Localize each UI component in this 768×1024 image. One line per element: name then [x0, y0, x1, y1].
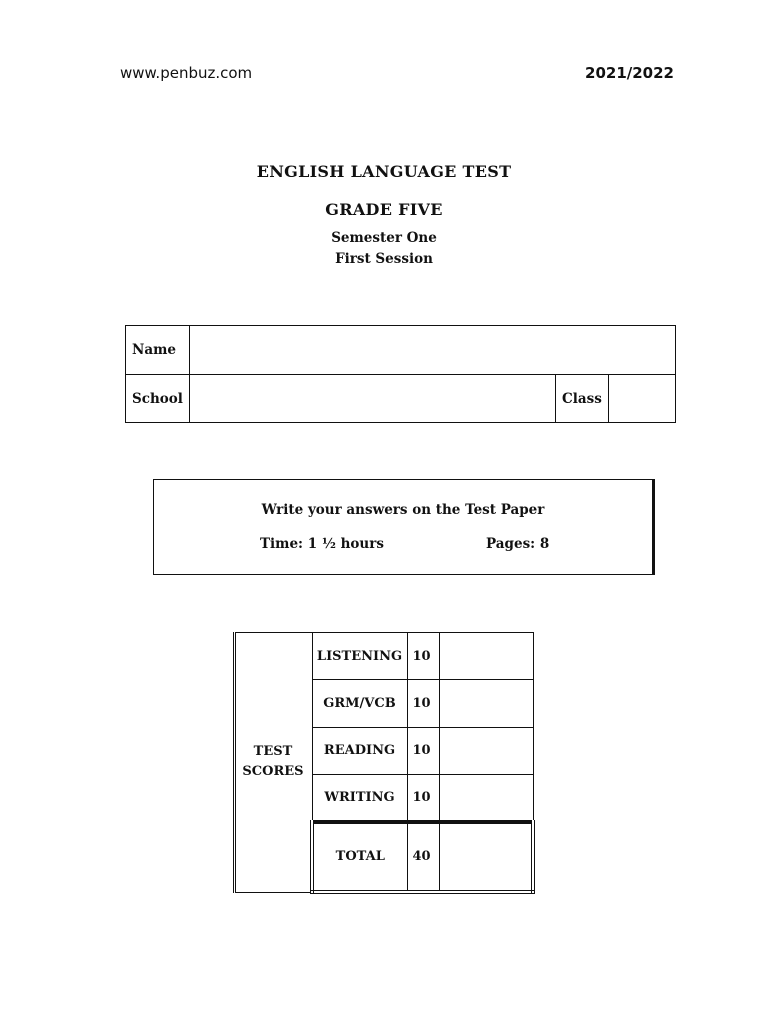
section-total: TOTAL	[312, 822, 407, 892]
max-listening: 10	[407, 633, 439, 680]
test-scores-label-line1: TEST	[253, 744, 293, 760]
exam-session: First Session	[335, 251, 433, 267]
instructions-box	[153, 479, 653, 575]
exam-semester: Semester One	[331, 230, 437, 246]
test-scores-label	[235, 633, 313, 893]
score-total[interactable]	[439, 822, 533, 892]
exam-title: ENGLISH LANGUAGE TEST	[256, 162, 512, 181]
test-scores-table	[233, 632, 535, 894]
time-allowed: Time: 1 ½ hours	[260, 536, 384, 552]
instruction-note: Write your answers on the Test Paper	[261, 502, 545, 518]
score-listening[interactable]	[439, 633, 533, 680]
score-writing[interactable]	[439, 774, 533, 821]
section-reading: READING	[312, 727, 407, 774]
score-reading[interactable]	[439, 727, 533, 774]
max-writing: 10	[407, 774, 439, 821]
website-url: www.penbuz.com	[120, 64, 253, 82]
academic-year: 2021/2022	[585, 64, 674, 82]
section-grm-vcb: GRM/VCB	[312, 680, 407, 727]
max-grm-vcb: 10	[407, 680, 439, 727]
exam-grade: GRADE FIVE	[325, 200, 443, 219]
student-info-table	[125, 325, 676, 423]
class-field[interactable]	[608, 375, 675, 423]
max-reading: 10	[407, 727, 439, 774]
school-field[interactable]	[190, 375, 556, 423]
max-total: 40	[407, 822, 439, 892]
name-label: Name	[126, 326, 190, 375]
class-label: Class	[556, 375, 609, 423]
section-listening: LISTENING	[312, 633, 407, 680]
name-field[interactable]	[190, 326, 676, 375]
section-writing: WRITING	[312, 774, 407, 821]
score-grm-vcb[interactable]	[439, 680, 533, 727]
test-scores-label-line2: SCORES	[242, 764, 304, 780]
page-count: Pages: 8	[486, 536, 550, 552]
school-label: School	[126, 375, 190, 423]
